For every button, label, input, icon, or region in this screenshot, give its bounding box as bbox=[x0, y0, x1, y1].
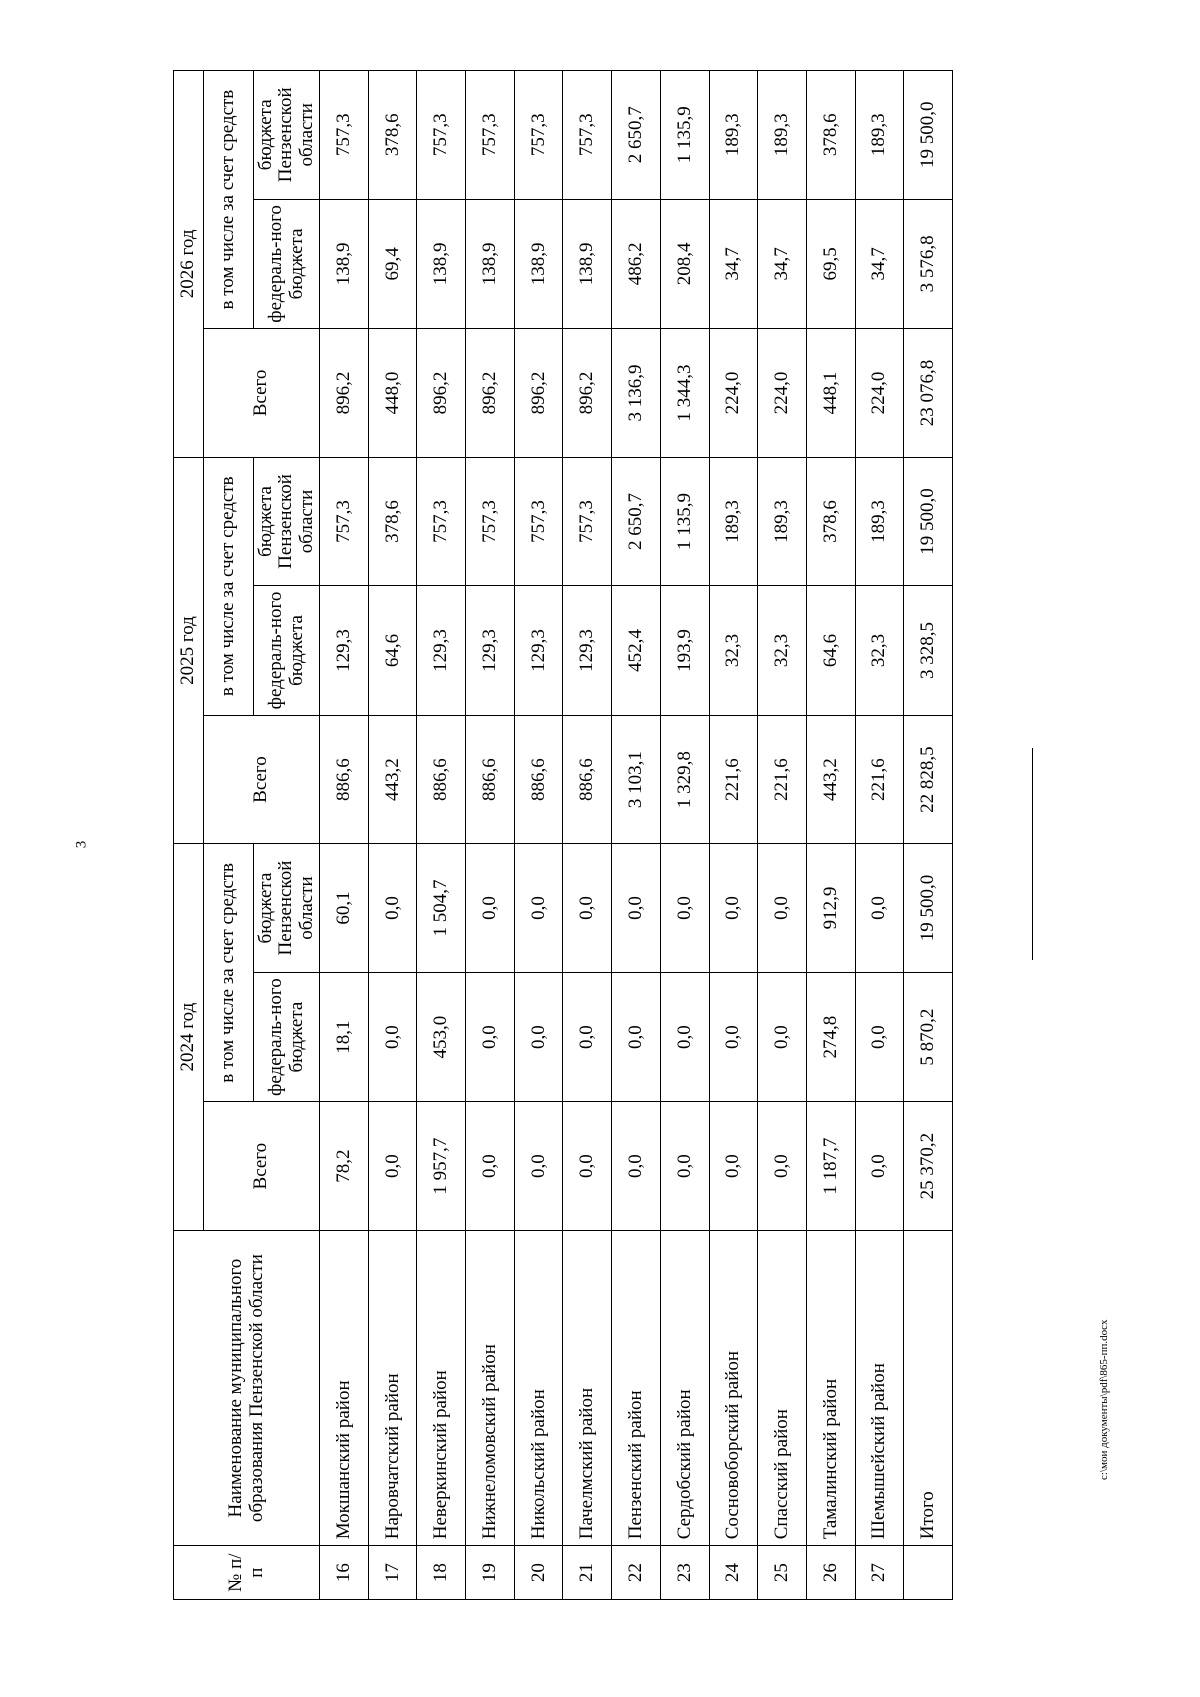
cell-municipality-name: Спасский район bbox=[758, 1230, 807, 1545]
cell-value: 129,3 bbox=[563, 586, 612, 716]
cell-value: 189,3 bbox=[758, 457, 807, 585]
cell-no: 25 bbox=[758, 1546, 807, 1600]
cell-value: 896,2 bbox=[417, 329, 466, 457]
cell-value: 448,1 bbox=[806, 329, 855, 457]
cell-value: 224,0 bbox=[709, 329, 758, 457]
cell-value: 78,2 bbox=[320, 1102, 369, 1230]
cell-value: 0,0 bbox=[466, 1102, 515, 1230]
cell-value: 189,3 bbox=[855, 457, 904, 585]
cell-value: 138,9 bbox=[417, 199, 466, 329]
col-header-federal-2026: федераль-ного бюджета bbox=[254, 199, 320, 329]
col-header-total-2026: Всего bbox=[204, 329, 320, 457]
cell-value: 0,0 bbox=[368, 1102, 417, 1230]
cell-value: 189,3 bbox=[709, 457, 758, 585]
cell-value: 443,2 bbox=[368, 715, 417, 843]
cell-value: 886,6 bbox=[417, 715, 466, 843]
table-row bbox=[368, 71, 417, 1600]
cell-value: 896,2 bbox=[514, 329, 563, 457]
cell-value: 3 103,1 bbox=[612, 715, 661, 843]
cell-value: 224,0 bbox=[855, 329, 904, 457]
col-header-incl-2024: в том числе за счет средств bbox=[204, 844, 254, 1102]
col-header-name: Наименование муниципального образования Пензенской области bbox=[174, 1230, 320, 1545]
cell-value: 2 650,7 bbox=[612, 457, 661, 585]
cell-value: 886,6 bbox=[514, 715, 563, 843]
cell-municipality-name: Сердобский район bbox=[660, 1230, 709, 1545]
cell-value: 138,9 bbox=[466, 199, 515, 329]
cell-no: 24 bbox=[709, 1546, 758, 1600]
cell-value: 25 370,2 bbox=[904, 1102, 953, 1230]
cell-value: 224,0 bbox=[758, 329, 807, 457]
rotated-table-wrapper bbox=[173, 70, 953, 1600]
cell-value: 0,0 bbox=[514, 1102, 563, 1230]
cell-value: 3 576,8 bbox=[904, 199, 953, 329]
cell-value: 757,3 bbox=[320, 457, 369, 585]
table-body bbox=[320, 71, 953, 1600]
cell-value: 0,0 bbox=[758, 972, 807, 1102]
cell-no: 27 bbox=[855, 1546, 904, 1600]
cell-value: 757,3 bbox=[466, 71, 515, 200]
cell-value: 1 957,7 bbox=[417, 1102, 466, 1230]
cell-value: 19 500,0 bbox=[904, 844, 953, 972]
col-header-federal-2025: федераль-ного бюджета bbox=[254, 586, 320, 716]
cell-value: 378,6 bbox=[806, 71, 855, 200]
cell-value: 32,3 bbox=[709, 586, 758, 716]
table-row bbox=[563, 71, 612, 1600]
table-row bbox=[320, 71, 369, 1600]
cell-value: 757,3 bbox=[514, 457, 563, 585]
cell-municipality-name: Наровчатский район bbox=[368, 1230, 417, 1545]
cell-value: 34,7 bbox=[758, 199, 807, 329]
cell-value: 0,0 bbox=[368, 972, 417, 1102]
cell-value: 0,0 bbox=[563, 1102, 612, 1230]
cell-value: 5 870,2 bbox=[904, 972, 953, 1102]
col-header-regional-2025: бюджета Пензенской области bbox=[254, 457, 320, 585]
cell-value: 757,3 bbox=[514, 71, 563, 200]
cell-value: 757,3 bbox=[563, 71, 612, 200]
cell-value: 443,2 bbox=[806, 715, 855, 843]
cell-value: 0,0 bbox=[855, 972, 904, 1102]
cell-value: 34,7 bbox=[709, 199, 758, 329]
cell-municipality-name: Тамалинский район bbox=[806, 1230, 855, 1545]
cell-value: 1 135,9 bbox=[660, 457, 709, 585]
cell-value: 69,5 bbox=[806, 199, 855, 329]
cell-value: 378,6 bbox=[368, 457, 417, 585]
cell-value: 189,3 bbox=[758, 71, 807, 200]
page-number: 3 bbox=[73, 840, 90, 849]
cell-municipality-name: Нижнеломовский район bbox=[466, 1230, 515, 1545]
cell-value: 32,3 bbox=[855, 586, 904, 716]
cell-value: 138,9 bbox=[563, 199, 612, 329]
cell-value: 378,6 bbox=[806, 457, 855, 585]
cell-value: 886,6 bbox=[320, 715, 369, 843]
col-header-no: № п/п bbox=[174, 1546, 320, 1600]
cell-value: 0,0 bbox=[709, 972, 758, 1102]
col-header-regional-2026: бюджета Пензенской области bbox=[254, 71, 320, 200]
table-row bbox=[466, 71, 515, 1600]
col-header-incl-2025: в том числе за счет средств bbox=[204, 457, 254, 715]
cell-value: 138,9 bbox=[320, 199, 369, 329]
cell-value: 1 504,7 bbox=[417, 844, 466, 972]
cell-value: 18,1 bbox=[320, 972, 369, 1102]
table-row bbox=[855, 71, 904, 1600]
cell-value: 138,9 bbox=[514, 199, 563, 329]
cell-value: 129,3 bbox=[514, 586, 563, 716]
cell-value: 129,3 bbox=[466, 586, 515, 716]
cell-value: 64,6 bbox=[368, 586, 417, 716]
cell-value: 757,3 bbox=[466, 457, 515, 585]
cell-value: 1 135,9 bbox=[660, 71, 709, 200]
col-header-year-2024: 2024 год bbox=[174, 844, 204, 1231]
cell-value: 757,3 bbox=[417, 71, 466, 200]
cell-value: 208,4 bbox=[660, 199, 709, 329]
cell-value: 60,1 bbox=[320, 844, 369, 972]
cell-value: 0,0 bbox=[709, 1102, 758, 1230]
table-row bbox=[709, 71, 758, 1600]
col-header-total-2024: Всего bbox=[204, 1102, 320, 1230]
cell-value: 0,0 bbox=[466, 844, 515, 972]
cell-value: 0,0 bbox=[514, 844, 563, 972]
cell-value: 757,3 bbox=[320, 71, 369, 200]
cell-value: 69,4 bbox=[368, 199, 417, 329]
cell-value: 19 500,0 bbox=[904, 71, 953, 200]
cell-no: 18 bbox=[417, 1546, 466, 1600]
cell-value: 0,0 bbox=[660, 972, 709, 1102]
cell-value: 189,3 bbox=[709, 71, 758, 200]
cell-value: 757,3 bbox=[563, 457, 612, 585]
cell-value: 448,0 bbox=[368, 329, 417, 457]
cell-municipality-name: Пензенский район bbox=[612, 1230, 661, 1545]
cell-municipality-name: Сосновоборский район bbox=[709, 1230, 758, 1545]
cell-municipality-name: Неверкинский район bbox=[417, 1230, 466, 1545]
cell-value: 0,0 bbox=[855, 844, 904, 972]
cell-value: 34,7 bbox=[855, 199, 904, 329]
budget-table bbox=[173, 70, 953, 1600]
cell-value: 896,2 bbox=[466, 329, 515, 457]
cell-value: 64,6 bbox=[806, 586, 855, 716]
col-header-incl-2026: в том числе за счет средств bbox=[204, 71, 254, 329]
cell-no bbox=[904, 1546, 953, 1600]
cell-value: 2 650,7 bbox=[612, 71, 661, 200]
cell-value: 0,0 bbox=[612, 844, 661, 972]
cell-value: 129,3 bbox=[320, 586, 369, 716]
cell-value: 757,3 bbox=[417, 457, 466, 585]
table-row bbox=[806, 71, 855, 1600]
cell-value: 221,6 bbox=[855, 715, 904, 843]
cell-municipality-name: Шемышейский район bbox=[855, 1230, 904, 1545]
cell-no: 22 bbox=[612, 1546, 661, 1600]
cell-value: 0,0 bbox=[563, 972, 612, 1102]
cell-value: 193,9 bbox=[660, 586, 709, 716]
cell-value: 221,6 bbox=[709, 715, 758, 843]
cell-value: 0,0 bbox=[612, 972, 661, 1102]
cell-value: 0,0 bbox=[660, 844, 709, 972]
col-header-total-2025: Всего bbox=[204, 715, 320, 843]
cell-value: 274,8 bbox=[806, 972, 855, 1102]
cell-value: 896,2 bbox=[563, 329, 612, 457]
table-total-row bbox=[904, 71, 953, 1600]
cell-value: 886,6 bbox=[466, 715, 515, 843]
cell-total-label: Итого bbox=[904, 1230, 953, 1545]
cell-value: 32,3 bbox=[758, 586, 807, 716]
cell-value: 22 828,5 bbox=[904, 715, 953, 843]
cell-value: 189,3 bbox=[855, 71, 904, 200]
col-header-year-2026: 2026 год bbox=[174, 71, 204, 458]
cell-value: 1 187,7 bbox=[806, 1102, 855, 1230]
col-header-federal-2024: федераль-ного бюджета bbox=[254, 972, 320, 1102]
cell-value: 19 500,0 bbox=[904, 457, 953, 585]
separator-line bbox=[1032, 748, 1033, 960]
cell-value: 896,2 bbox=[320, 329, 369, 457]
cell-value: 23 076,8 bbox=[904, 329, 953, 457]
cell-no: 17 bbox=[368, 1546, 417, 1600]
cell-no: 16 bbox=[320, 1546, 369, 1600]
cell-value: 912,9 bbox=[806, 844, 855, 972]
cell-value: 453,0 bbox=[417, 972, 466, 1102]
cell-value: 0,0 bbox=[368, 844, 417, 972]
table-row bbox=[758, 71, 807, 1600]
cell-municipality-name: Мокшанский район bbox=[320, 1230, 369, 1545]
cell-no: 26 bbox=[806, 1546, 855, 1600]
cell-value: 221,6 bbox=[758, 715, 807, 843]
cell-value: 0,0 bbox=[563, 844, 612, 972]
cell-value: 1 329,8 bbox=[660, 715, 709, 843]
col-header-regional-2024: бюджета Пензенской области bbox=[254, 844, 320, 972]
cell-value: 452,4 bbox=[612, 586, 661, 716]
cell-value: 129,3 bbox=[417, 586, 466, 716]
table-row bbox=[417, 71, 466, 1600]
cell-no: 21 bbox=[563, 1546, 612, 1600]
cell-municipality-name: Никольский район bbox=[514, 1230, 563, 1545]
cell-value: 0,0 bbox=[855, 1102, 904, 1230]
footer-file-path: c:\мои документы\pdf\865-пп.docx bbox=[1098, 1319, 1110, 1480]
cell-value: 378,6 bbox=[368, 71, 417, 200]
cell-value: 886,6 bbox=[563, 715, 612, 843]
table-row bbox=[660, 71, 709, 1600]
table-row bbox=[612, 71, 661, 1600]
cell-no: 20 bbox=[514, 1546, 563, 1600]
cell-value: 3 328,5 bbox=[904, 586, 953, 716]
cell-value: 1 344,3 bbox=[660, 329, 709, 457]
cell-no: 19 bbox=[466, 1546, 515, 1600]
col-header-year-2025: 2025 год bbox=[174, 457, 204, 844]
cell-value: 0,0 bbox=[514, 972, 563, 1102]
cell-value: 0,0 bbox=[612, 1102, 661, 1230]
cell-value: 0,0 bbox=[466, 972, 515, 1102]
cell-value: 0,0 bbox=[709, 844, 758, 972]
cell-no: 23 bbox=[660, 1546, 709, 1600]
cell-municipality-name: Пачелмский район bbox=[563, 1230, 612, 1545]
cell-value: 0,0 bbox=[660, 1102, 709, 1230]
cell-value: 3 136,9 bbox=[612, 329, 661, 457]
cell-value: 0,0 bbox=[758, 844, 807, 972]
cell-value: 0,0 bbox=[758, 1102, 807, 1230]
table-row bbox=[514, 71, 563, 1600]
cell-value: 486,2 bbox=[612, 199, 661, 329]
